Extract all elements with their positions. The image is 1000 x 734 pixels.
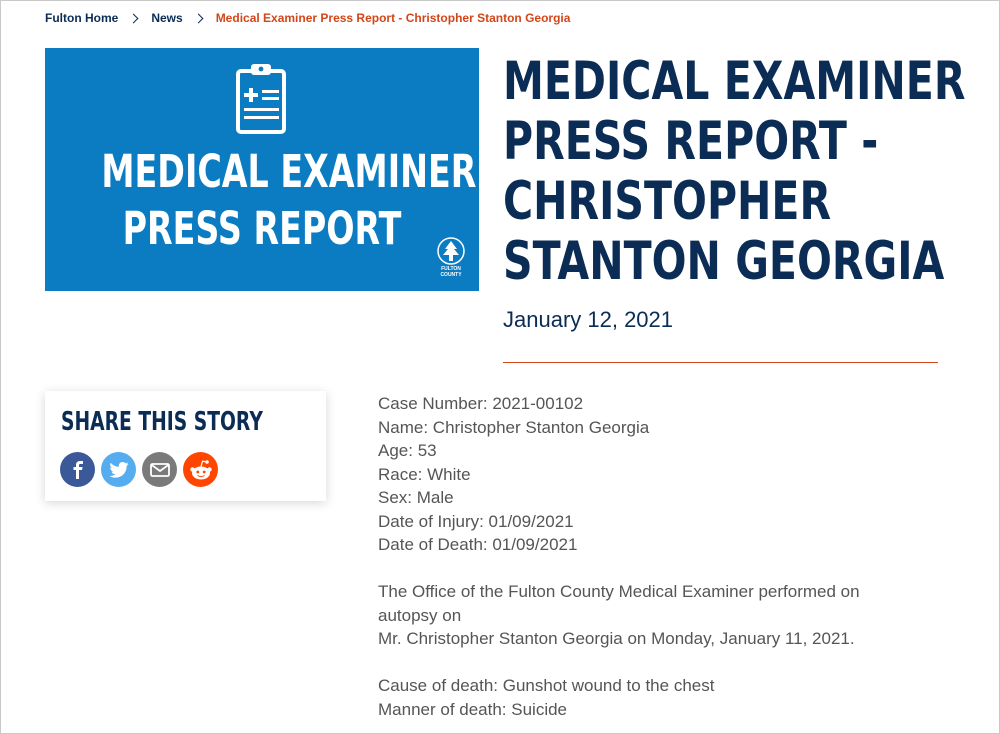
decedent-age: Age: 53 xyxy=(378,441,437,460)
paragraph-gap xyxy=(378,651,938,675)
share-reddit-button[interactable] xyxy=(183,452,218,487)
facebook-icon xyxy=(71,461,85,479)
hero-title-line-1: MEDICAL EXAMINER xyxy=(101,145,477,198)
decedent-name: Name: Christopher Stanton Georgia xyxy=(378,417,650,437)
decedent-race: Race: White xyxy=(378,464,471,484)
page-title-line-1: MEDICAL EXAMINER xyxy=(503,51,966,112)
share-facebook-button[interactable] xyxy=(60,452,95,487)
share-email-button[interactable] xyxy=(142,452,177,487)
twitter-icon xyxy=(109,462,129,478)
date-of-death: Date of Death: 01/09/2021 xyxy=(378,535,578,554)
date-of-injury: Date of Injury: 01/09/2021 xyxy=(378,511,574,531)
page-title-line-4: STANTON GEORGIA xyxy=(503,231,945,292)
autopsy-paragraph-line-1: The Office of the Fulton County Medical Examiner performed on xyxy=(378,582,860,601)
cause-of-death: Cause of death: Gunshot wound to the chest xyxy=(378,676,715,695)
county-logo-line-2: COUNTY xyxy=(440,272,462,278)
county-logo-text xyxy=(429,266,473,278)
page-title-line-3: CHRISTOPHER xyxy=(503,171,832,232)
manner-of-death: Manner of death: Suicide xyxy=(378,699,568,719)
title-divider xyxy=(503,362,938,363)
hero-title-line-2: PRESS REPORT xyxy=(122,202,402,255)
autopsy-paragraph-line-3: Mr. Christopher Stanton Georgia on Monday, January 11, 2021. xyxy=(378,629,855,648)
hero-banner xyxy=(45,48,479,291)
clipboard-icon xyxy=(235,62,287,136)
county-logo-line-1: FULTON xyxy=(441,266,461,272)
publish-date: January 12, 2021 xyxy=(503,307,674,332)
decedent-sex: Sex: Male xyxy=(378,488,454,507)
page-title-line-2: PRESS REPORT - xyxy=(503,111,879,172)
email-icon xyxy=(150,463,170,477)
page-title xyxy=(503,52,983,292)
reddit-icon xyxy=(189,459,213,481)
breadcrumb-current: Medical Examiner Press Report - Christopher Stanton Georgia xyxy=(215,11,571,25)
share-twitter-button[interactable] xyxy=(101,452,136,487)
autopsy-paragraph-line-2: autopsy on xyxy=(378,605,462,625)
chevron-right-icon xyxy=(129,13,139,23)
case-number: Case Number: 2021-00102 xyxy=(378,394,584,413)
breadcrumb-home-link[interactable]: Fulton Home xyxy=(45,11,119,25)
article-body xyxy=(378,392,938,721)
share-buttons xyxy=(60,452,224,487)
share-title: SHARE THIS STORY xyxy=(61,407,263,437)
chevron-right-icon xyxy=(193,13,203,23)
breadcrumb xyxy=(45,9,570,27)
paragraph-gap xyxy=(378,557,938,581)
breadcrumb-news-link[interactable]: News xyxy=(151,11,183,25)
share-card xyxy=(45,391,326,501)
